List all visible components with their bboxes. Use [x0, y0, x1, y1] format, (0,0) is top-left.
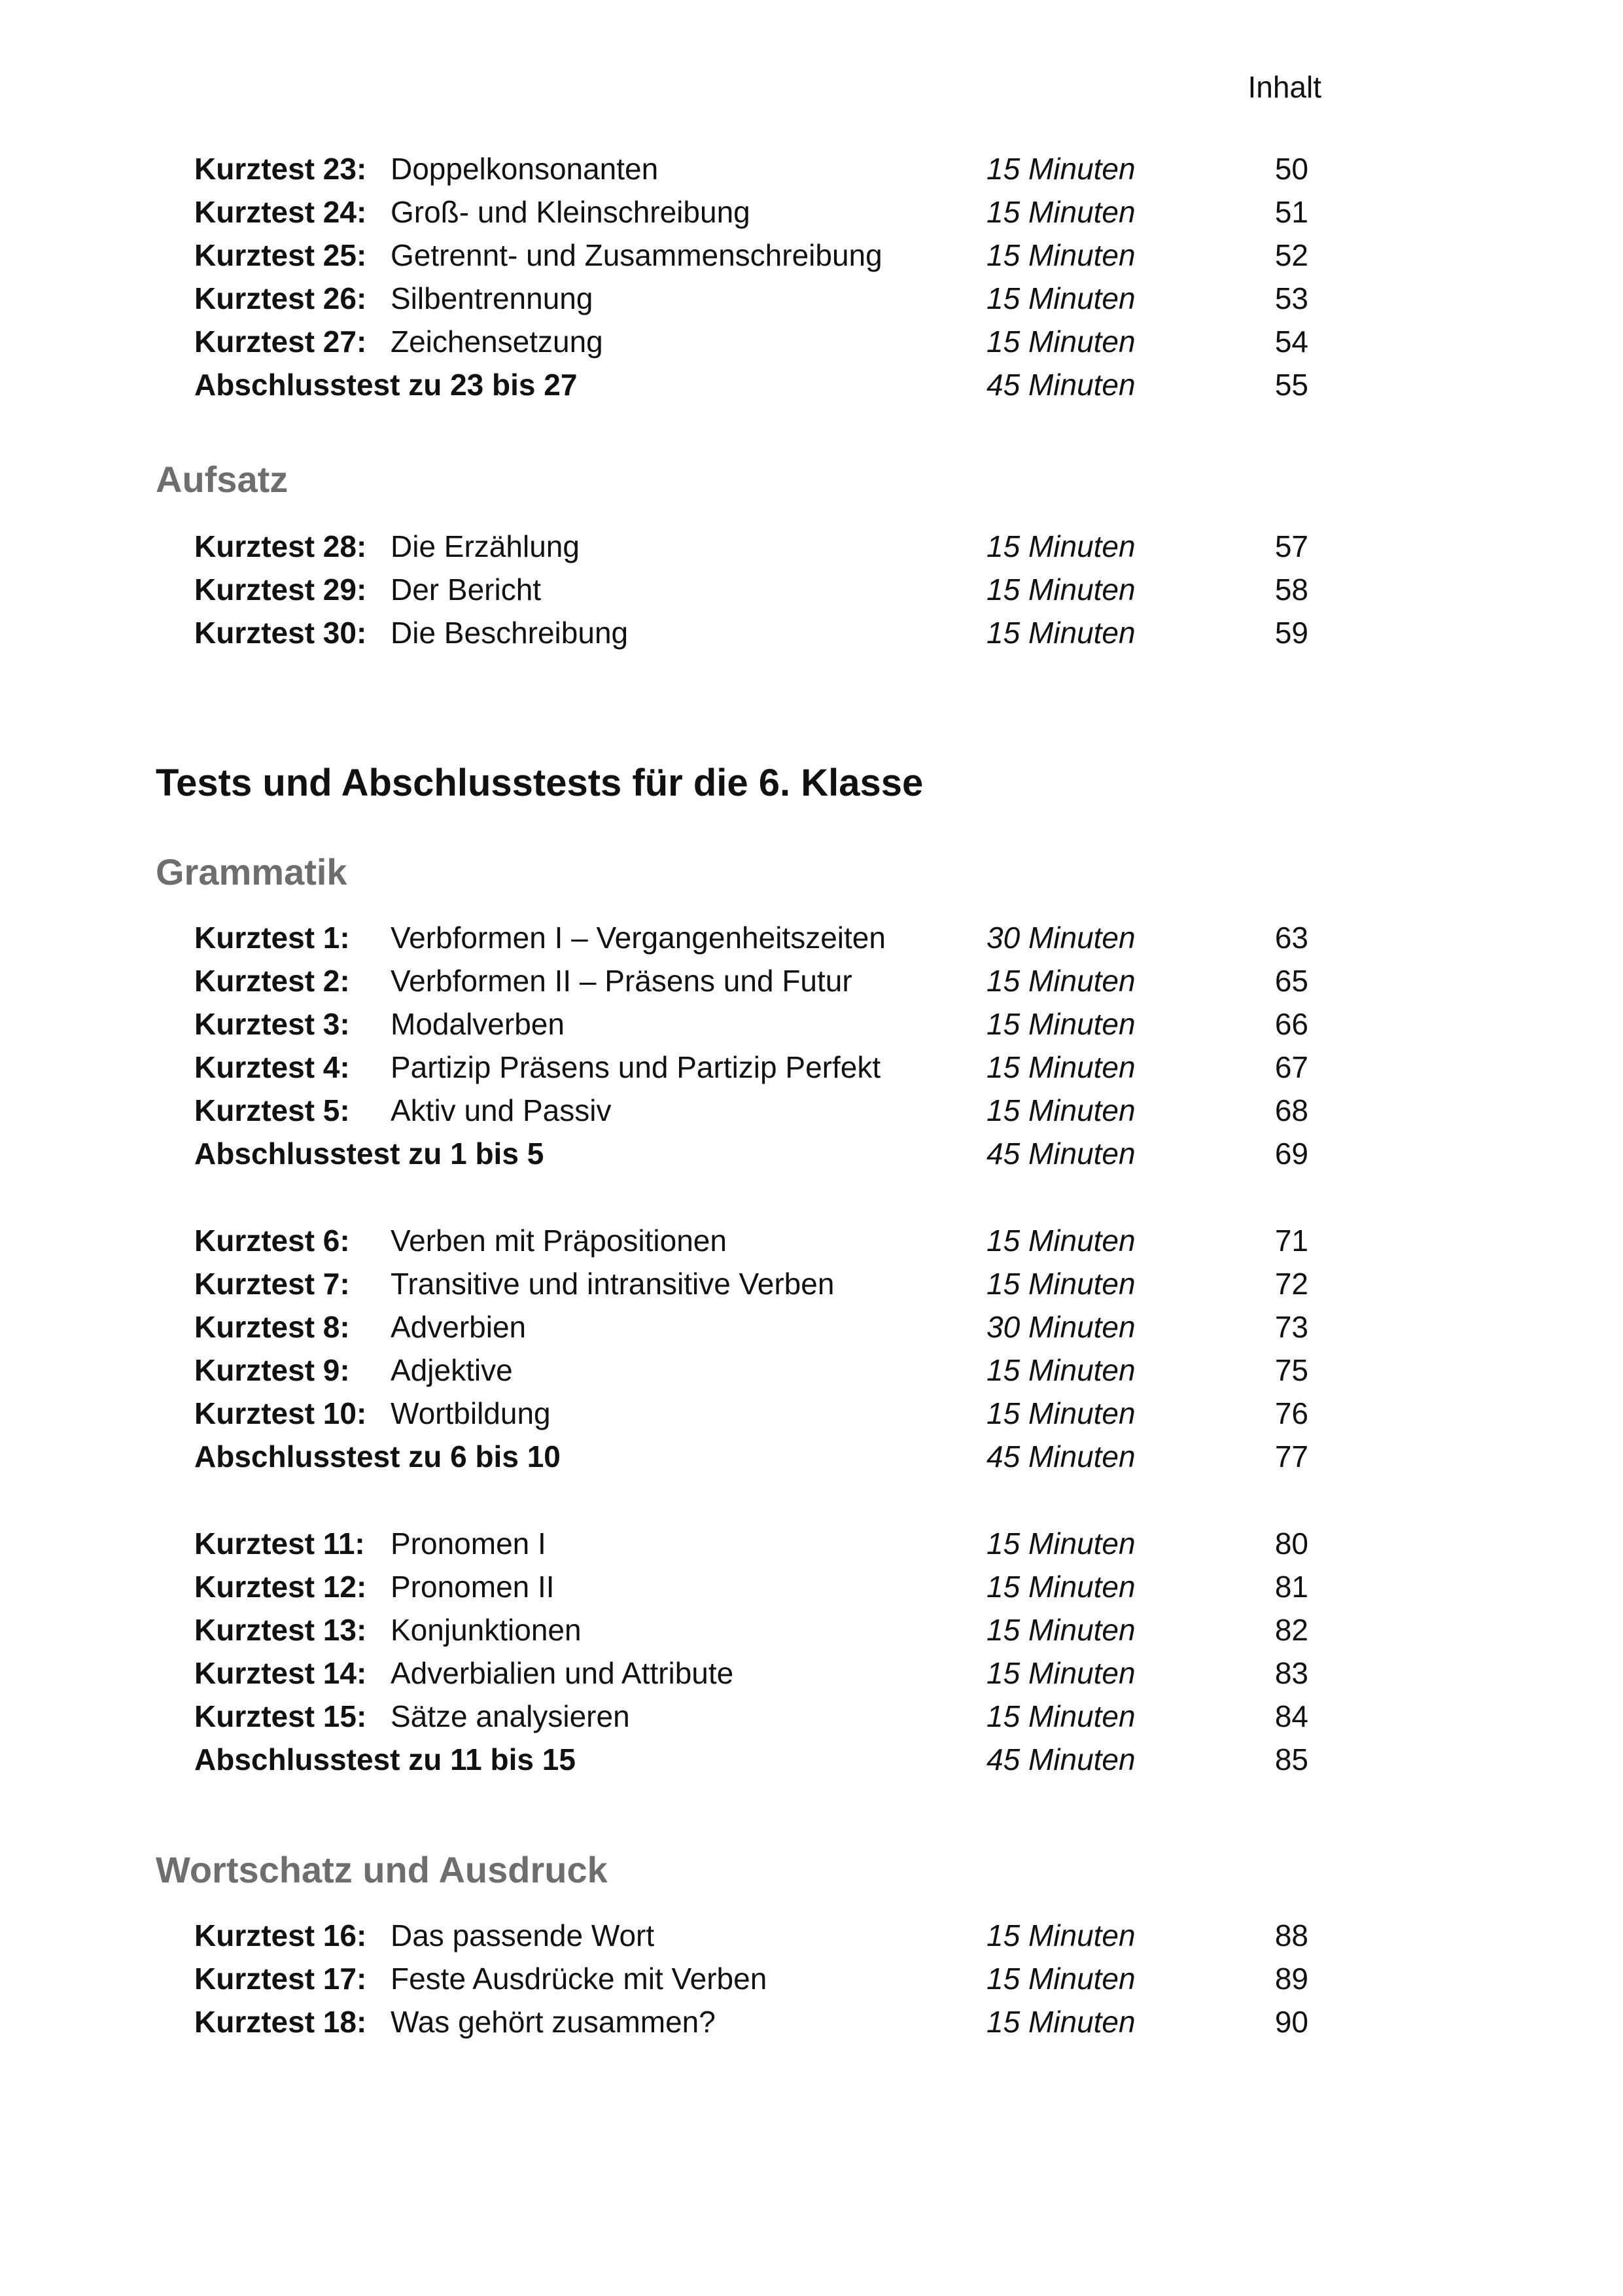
toc-entry [0, 234, 1623, 277]
entry-title: Das passende Wort [391, 1918, 655, 1952]
entry-duration: 15 Minuten [986, 964, 1136, 998]
entry-title: Modalverben [391, 1007, 565, 1041]
toc-entry [0, 320, 1623, 363]
entry-duration: 15 Minuten [986, 1699, 1136, 1733]
toc-block-wortschatz [0, 1914, 1623, 2043]
entry-duration: 15 Minuten [986, 1396, 1136, 1430]
entry-label: Kurztest 7: [194, 1267, 350, 1301]
entry-label: Kurztest 25: [194, 238, 367, 272]
entry-duration: 15 Minuten [986, 1527, 1136, 1561]
entry-label: Kurztest 1: [194, 921, 350, 955]
entry-page-number: 76 [1274, 1396, 1308, 1430]
section-heading-aufsatz: Aufsatz [156, 459, 288, 500]
entry-label: Kurztest 9: [194, 1353, 350, 1387]
entry-page-number: 63 [1274, 921, 1308, 955]
entry-page-number: 83 [1274, 1656, 1308, 1690]
toc-entry [0, 1651, 1623, 1695]
toc-entry [0, 525, 1623, 568]
entry-page-number: 88 [1274, 1918, 1308, 1952]
entry-duration: 15 Minuten [986, 1353, 1136, 1387]
toc-entry [0, 1435, 1623, 1478]
entry-title: Verben mit Präpositionen [391, 1224, 727, 1258]
entry-title: Zeichensetzung [391, 325, 603, 359]
entry-label: Kurztest 10: [194, 1396, 367, 1430]
entry-duration: 30 Minuten [986, 1310, 1136, 1344]
entry-label: Kurztest 18: [194, 2005, 367, 2039]
entry-title: Silbentrennung [391, 281, 593, 315]
toc-entry [0, 1305, 1623, 1349]
entry-page-number: 80 [1274, 1527, 1308, 1561]
entry-label: Kurztest 5: [194, 1093, 350, 1127]
entry-duration: 15 Minuten [986, 238, 1136, 272]
entry-page-number: 69 [1274, 1137, 1308, 1171]
toc-entry [0, 916, 1623, 959]
entry-page-number: 53 [1274, 281, 1308, 315]
toc-entry [0, 1349, 1623, 1392]
entry-title: Die Erzählung [391, 529, 580, 563]
entry-label: Kurztest 24: [194, 195, 367, 229]
toc-entry [0, 1565, 1623, 1608]
entry-title: Was gehört zusammen? [391, 2005, 716, 2039]
entry-duration: 15 Minuten [986, 1267, 1136, 1301]
entry-title: Der Bericht [391, 573, 542, 607]
toc-entry [0, 568, 1623, 611]
toc-entry [0, 1089, 1623, 1132]
toc-entry [0, 959, 1623, 1002]
entry-label: Kurztest 13: [194, 1613, 367, 1647]
entry-label: Kurztest 3: [194, 1007, 350, 1041]
entry-title: Die Beschreibung [391, 616, 629, 650]
entry-duration: 15 Minuten [986, 529, 1136, 563]
entry-label: Kurztest 12: [194, 1570, 367, 1604]
entry-title: Wortbildung [391, 1396, 551, 1430]
toc-entry [0, 1695, 1623, 1738]
entry-duration: 30 Minuten [986, 921, 1136, 955]
entry-label: Kurztest 26: [194, 281, 367, 315]
entry-label: Kurztest 30: [194, 616, 367, 650]
entry-title: Doppelkonsonanten [391, 152, 659, 186]
entry-page-number: 59 [1274, 616, 1308, 650]
entry-page-number: 77 [1274, 1439, 1308, 1474]
entry-title: Konjunktionen [391, 1613, 582, 1647]
toc-entry [0, 611, 1623, 654]
entry-title: Feste Ausdrücke mit Verben [391, 1962, 767, 1996]
entry-label: Abschlusstest zu 11 bis 15 [194, 1742, 576, 1776]
entry-duration: 15 Minuten [986, 1570, 1136, 1604]
toc-block-aufsatz [0, 525, 1623, 654]
toc-entry [0, 363, 1623, 406]
entry-page-number: 68 [1274, 1093, 1308, 1127]
entry-title: Groß- und Kleinschreibung [391, 195, 750, 229]
entry-duration: 15 Minuten [986, 325, 1136, 359]
entry-duration: 45 Minuten [986, 368, 1136, 402]
entry-label: Kurztest 17: [194, 1962, 367, 1996]
entry-title: Adjektive [391, 1353, 513, 1387]
running-head: Inhalt [1248, 70, 1321, 104]
entry-duration: 15 Minuten [986, 2005, 1136, 2039]
entry-page-number: 72 [1274, 1267, 1308, 1301]
entry-duration: 15 Minuten [986, 616, 1136, 650]
entry-label: Kurztest 14: [194, 1656, 367, 1690]
entry-label: Kurztest 2: [194, 964, 350, 998]
entry-label: Kurztest 28: [194, 529, 367, 563]
entry-page-number: 75 [1274, 1353, 1308, 1387]
entry-title: Adverbialien und Attribute [391, 1656, 734, 1690]
entry-label: Kurztest 11: [194, 1527, 365, 1561]
entry-label: Kurztest 15: [194, 1699, 367, 1733]
entry-page-number: 52 [1274, 238, 1308, 272]
entry-duration: 15 Minuten [986, 195, 1136, 229]
entry-label: Abschlusstest zu 23 bis 27 [194, 368, 578, 402]
toc-block-grammatik-1 [0, 916, 1623, 1175]
entry-page-number: 65 [1274, 964, 1308, 998]
entry-page-number: 84 [1274, 1699, 1308, 1733]
entry-duration: 15 Minuten [986, 1656, 1136, 1690]
entry-duration: 15 Minuten [986, 1050, 1136, 1084]
entry-page-number: 71 [1274, 1224, 1308, 1258]
entry-label: Kurztest 6: [194, 1224, 350, 1258]
entry-label: Kurztest 16: [194, 1918, 367, 1952]
entry-duration: 15 Minuten [986, 1613, 1136, 1647]
entry-title: Pronomen I [391, 1527, 546, 1561]
toc-entry [0, 1608, 1623, 1651]
section-heading-wortschatz: Wortschatz und Ausdruck [156, 1849, 608, 1890]
entry-title: Sätze analysieren [391, 1699, 630, 1733]
entry-page-number: 57 [1274, 529, 1308, 563]
entry-duration: 45 Minuten [986, 1742, 1136, 1776]
toc-block-grammatik-2 [0, 1219, 1623, 1478]
entry-label: Kurztest 27: [194, 325, 367, 359]
entry-title: Verbformen I – Vergangenheitszeiten [391, 921, 886, 955]
entry-label: Abschlusstest zu 1 bis 5 [194, 1137, 544, 1171]
toc-block-rechtschreibung [0, 147, 1623, 406]
toc-entry [0, 1219, 1623, 1262]
toc-entry [0, 147, 1623, 190]
entry-duration: 15 Minuten [986, 152, 1136, 186]
entry-page-number: 67 [1274, 1050, 1308, 1084]
entry-page-number: 54 [1274, 325, 1308, 359]
entry-page-number: 89 [1274, 1962, 1308, 1996]
toc-entry [0, 277, 1623, 320]
entry-title: Aktiv und Passiv [391, 1093, 612, 1127]
entry-page-number: 55 [1274, 368, 1308, 402]
entry-title: Pronomen II [391, 1570, 555, 1604]
toc-entry [0, 1046, 1623, 1089]
toc-entry [0, 1132, 1623, 1175]
toc-entry [0, 1738, 1623, 1781]
toc-entry [0, 1522, 1623, 1565]
entry-label: Abschlusstest zu 6 bis 10 [194, 1439, 561, 1474]
entry-page-number: 58 [1274, 573, 1308, 607]
entry-label: Kurztest 8: [194, 1310, 350, 1344]
entry-title: Partizip Präsens und Partizip Perfekt [391, 1050, 881, 1084]
toc-entry [0, 1262, 1623, 1305]
toc-entry [0, 1002, 1623, 1046]
entry-label: Kurztest 23: [194, 152, 367, 186]
toc-entry [0, 1957, 1623, 2000]
entry-duration: 15 Minuten [986, 1093, 1136, 1127]
entry-duration: 45 Minuten [986, 1439, 1136, 1474]
entry-page-number: 82 [1274, 1613, 1308, 1647]
entry-title: Verbformen II – Präsens und Futur [391, 964, 852, 998]
entry-label: Kurztest 4: [194, 1050, 350, 1084]
entry-duration: 15 Minuten [986, 573, 1136, 607]
entry-duration: 15 Minuten [986, 1007, 1136, 1041]
entry-page-number: 73 [1274, 1310, 1308, 1344]
toc-entry [0, 1392, 1623, 1435]
entry-page-number: 66 [1274, 1007, 1308, 1041]
toc-entry [0, 2000, 1623, 2043]
entry-duration: 15 Minuten [986, 281, 1136, 315]
entry-page-number: 50 [1274, 152, 1308, 186]
entry-duration: 45 Minuten [986, 1137, 1136, 1171]
entry-title: Getrennt- und Zusammenschreibung [391, 238, 882, 272]
entry-page-number: 90 [1274, 2005, 1308, 2039]
entry-page-number: 51 [1274, 195, 1308, 229]
entry-title: Transitive und intransitive Verben [391, 1267, 835, 1301]
entry-duration: 15 Minuten [986, 1918, 1136, 1952]
entry-duration: 15 Minuten [986, 1962, 1136, 1996]
entry-page-number: 81 [1274, 1570, 1308, 1604]
toc-block-grammatik-3 [0, 1522, 1623, 1781]
toc-entry [0, 190, 1623, 234]
entry-duration: 15 Minuten [986, 1224, 1136, 1258]
toc-entry [0, 1914, 1623, 1957]
entry-title: Adverbien [391, 1310, 527, 1344]
entry-label: Kurztest 29: [194, 573, 367, 607]
part-heading-6-klasse: Tests und Abschlusstests für die 6. Klasse [156, 762, 924, 804]
section-heading-grammatik: Grammatik [156, 851, 347, 892]
entry-page-number: 85 [1274, 1742, 1308, 1776]
